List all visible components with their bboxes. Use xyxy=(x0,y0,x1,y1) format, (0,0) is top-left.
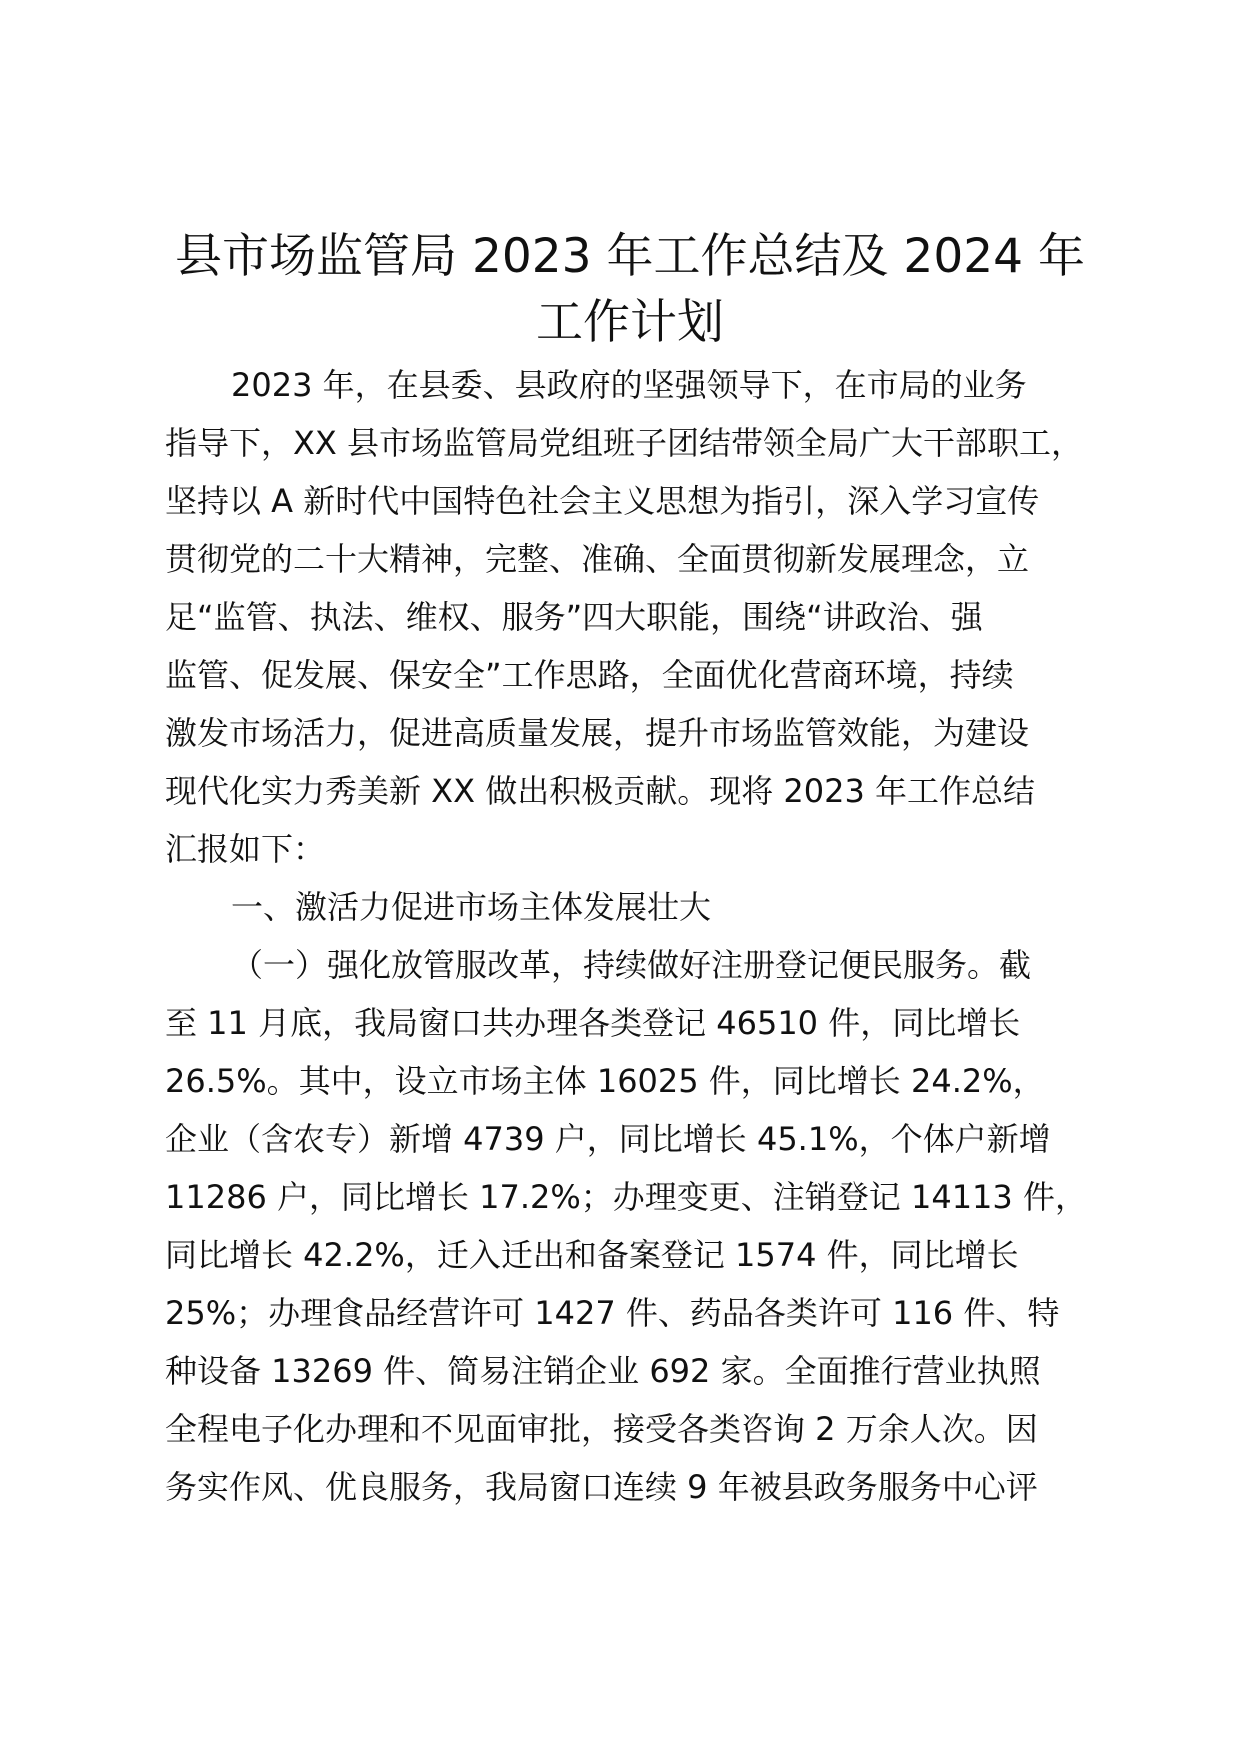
subsection-line: 至 11 月底，我局窗口共办理各类登记 46510 件，同比增长 xyxy=(165,1004,1021,1042)
subsection-line: 全程电子化办理和不见面审批，接受各类咨询 2 万余人次。因 xyxy=(165,1410,1038,1448)
subsection-line: 11286 户，同比增长 17.2%；办理变更、注销登记 14113 件， xyxy=(165,1178,1087,1216)
intro-line: 坚持以 A 新时代中国特色社会主义思想为指引，深入学习宣传 xyxy=(165,482,1040,520)
subsection-line: 同比增长 42.2%，迁入迁出和备案登记 1574 件，同比增长 xyxy=(165,1236,1019,1274)
subsection-line: （一）强化放管服改革，持续做好注册登记便民服务。截 xyxy=(231,946,1032,984)
subsection-line: 企业（含农专）新增 4739 户，同比增长 45.1%，个体户新增 xyxy=(165,1120,1051,1158)
subsection-paragraph xyxy=(165,936,1105,1516)
intro-paragraph xyxy=(165,356,1105,878)
intro-line: 足“监管、执法、维权、服务”四大职能，围绕“讲政治、强 xyxy=(165,598,983,636)
title-line-1: 县市场监管局 2023 年工作总结及 2024 年 xyxy=(175,229,1085,284)
subsection-line: 务实作风、优良服务，我局窗口连续 9 年被县政务服务中心评 xyxy=(165,1468,1038,1506)
section-heading: 一、激活力促进市场主体发展壮大 xyxy=(231,888,712,926)
intro-line: 指导下，XX 县市场监管局党组班子团结带领全局广大干部职工， xyxy=(165,424,1084,462)
intro-line: 贯彻党的二十大精神，完整、准确、全面贯彻新发展理念，立 xyxy=(165,540,1030,578)
intro-line: 监管、促发展、保安全”工作思路，全面优化营商环境，持续 xyxy=(165,656,1014,694)
subsection-line: 25%；办理食品经营许可 1427 件、药品各类许可 116 件、特 xyxy=(165,1294,1060,1332)
intro-line: 现代化实力秀美新 XX 做出积极贡献。现将 2023 年工作总结 xyxy=(165,772,1035,810)
subsection-line: 26.5%。其中，设立市场主体 16025 件，同比增长 24.2%， xyxy=(165,1062,1045,1100)
title-line-2: 工作计划 xyxy=(536,295,724,350)
intro-line: 激发市场活力，促进高质量发展，提升市场监管效能，为建设 xyxy=(165,714,1030,752)
subsection-line: 种设备 13269 件、简易注销企业 692 家。全面推行营业执照 xyxy=(165,1352,1041,1390)
intro-line: 汇报如下： xyxy=(165,830,326,868)
document-title xyxy=(160,224,1100,356)
document-body xyxy=(165,356,1105,1516)
intro-line: 2023 年，在县委、县政府的坚强领导下，在市局的业务 xyxy=(231,366,1027,404)
